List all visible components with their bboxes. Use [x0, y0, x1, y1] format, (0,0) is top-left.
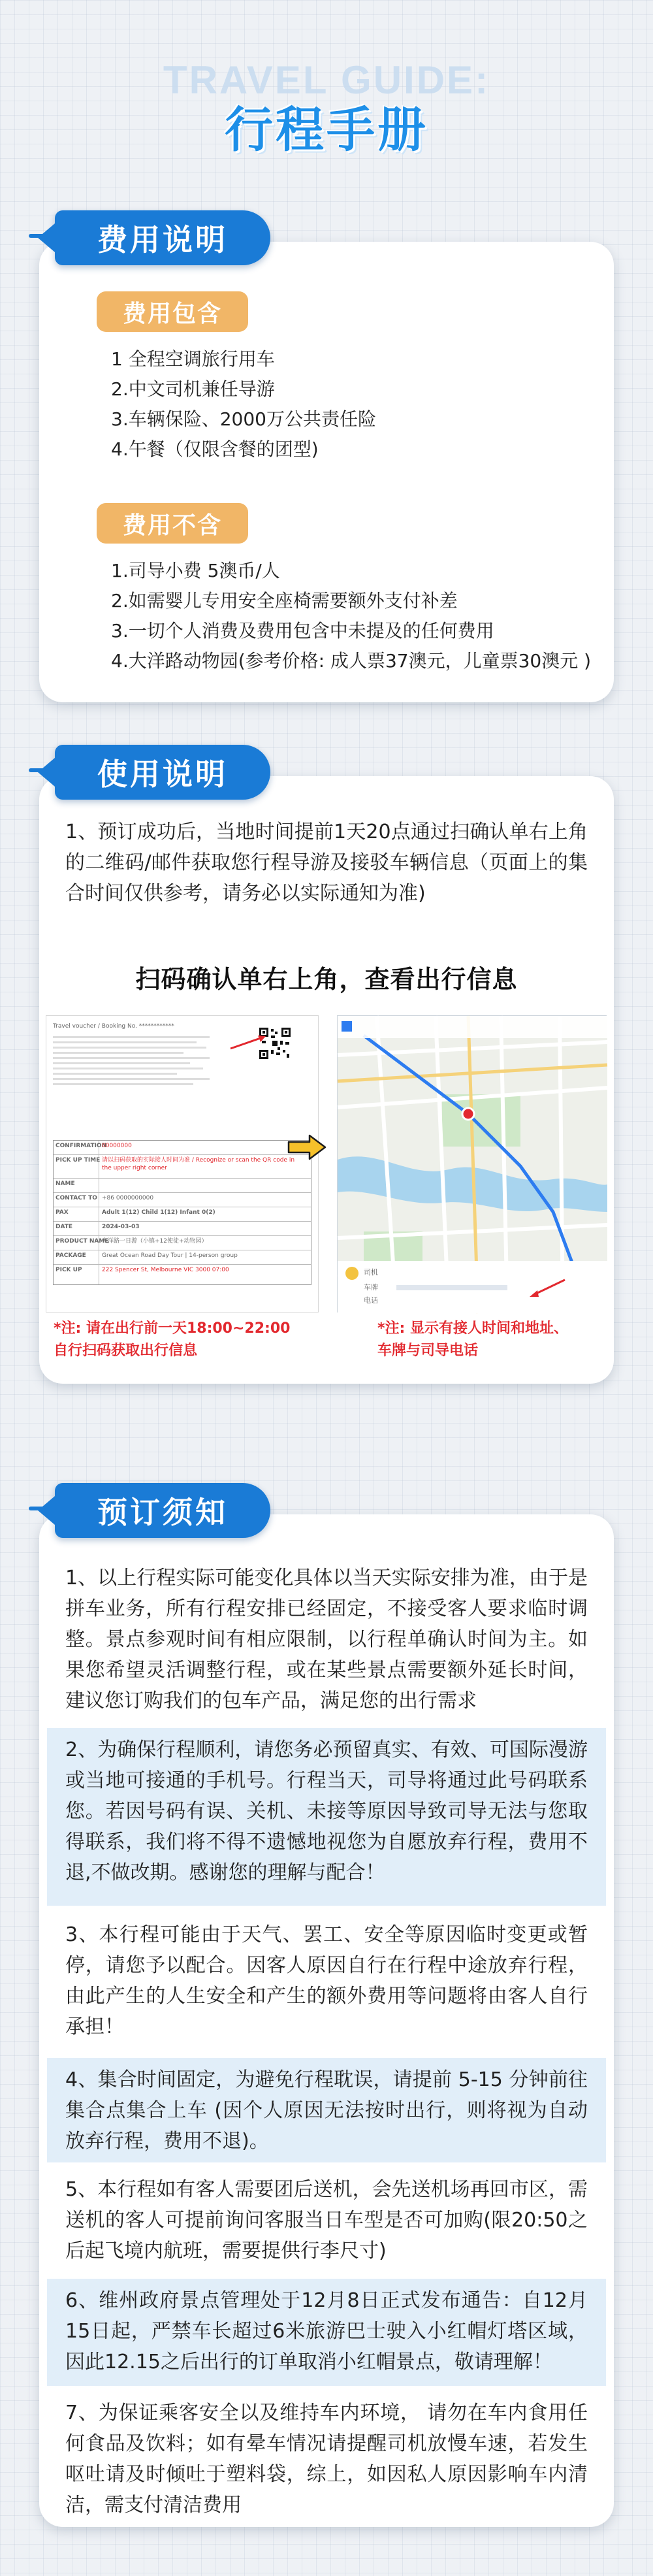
scan-instruction-heading: 扫码确认单右上角，查看出行信息 — [135, 965, 518, 994]
driver-info-map-image — [337, 1015, 607, 1312]
doc-field-label: CONFIRMATION — [54, 1141, 99, 1154]
doc-field-value: 请以扫码获取的实际接人时间为准 / Recognize or scan the QR code in the upper right corner — [102, 1157, 295, 1171]
list-item: 3.一切个人消费及费用包含中未提及的任何费用 — [111, 620, 494, 642]
list-item: 4.大洋路动物园(参考价格: 成人票37澳元，儿童票30澳元 ) — [111, 650, 592, 672]
tab-notch-decoration — [38, 223, 55, 252]
doc-field-label: PICK UP TIME — [54, 1155, 99, 1178]
list-item: 2.中文司机兼任导游 — [111, 378, 275, 400]
page-header — [0, 46, 653, 157]
notice-item-4 — [47, 2058, 606, 2162]
doc-field-label: NAME — [54, 1179, 99, 1192]
travel-guide-watermark: TRAVEL GUIDE: — [163, 58, 490, 102]
tab-notch-decoration — [38, 1496, 55, 1525]
notice-item-1 — [47, 1556, 606, 1721]
fees-included-list — [111, 344, 627, 465]
red-pointer-arrow-icon — [528, 1277, 567, 1299]
fees-card — [39, 242, 614, 702]
list-item: 3.车辆保险、2000万公共责任险 — [111, 408, 376, 430]
notice-text: 1、以上行程实际可能变化具体以当天实际安排为准，由于是拼车业务，所有行程安排已经固定，不接受客人要求临时调整。景点参观时间有相应限制，以行程单确认时间为主。如果您希望灵活调整行程，或在某些景点需要额外延长时间，建议您订购我们的包车产品，满足您的出行需求 — [65, 1567, 588, 1712]
list-item: 2.如需婴儿专用安全座椅需要额外支付补差 — [111, 590, 458, 611]
fees-included-badge: 费用包含 — [97, 291, 248, 332]
map-plate-label: 车牌 — [364, 1283, 378, 1292]
notice-text: 4、集合时间固定，为避免行程耽误，请提前 5-15 分钟前往集合点集合上车 (因个人原因无法按时出行，则将视为自动放弃行程，费用不退)。 — [65, 2068, 588, 2153]
doc-field-label: PAX — [54, 1207, 99, 1221]
doc-table — [53, 1140, 311, 1285]
fees-excluded-badge: 费用不含 — [97, 503, 248, 544]
doc-field-label: PACKAGE — [54, 1250, 99, 1264]
map-phone-bar — [396, 1285, 507, 1290]
map-phone-label: 电话 — [364, 1296, 378, 1305]
arrow-right-icon — [287, 1134, 326, 1160]
note-line: 车牌与司导电话 — [377, 1343, 479, 1359]
notice-text: 5、本行程如有客人需要团后送机，会先送机场再回市区，需送机的客人可提前询问客服当日车型是否可加购(限20:50之后起飞境内航班，需要提供行李尺寸) — [65, 2178, 588, 2262]
doc-field-value: Adult 1(12) Child 1(12) Infant 0(2) — [102, 1209, 215, 1216]
notice-item-5 — [47, 2168, 606, 2272]
map-note — [377, 1318, 599, 1362]
doc-field-label: DATE — [54, 1222, 99, 1235]
doc-field-label: CONTACT TO — [54, 1193, 99, 1207]
note-line: *注: 显示有接人时间和地址、 — [377, 1320, 568, 1337]
doc-field-value: Great Ocean Road Day Tour | 14-person group — [102, 1252, 238, 1259]
notice-text: 3、本行程可能由于天气、罢工、安全等原因临时变更或暂停，请您予以配合。因客人原因自行在行程中途放弃行程，由此产生的人生安全和产生的额外费用等问题将由客人自行承担！ — [65, 1923, 588, 2038]
page-title: 行程手册 — [225, 102, 428, 158]
notice-item-7 — [47, 2391, 606, 2522]
list-item: 1 全程空调旅行用车 — [111, 348, 275, 370]
fees-section-tab — [55, 210, 270, 265]
notice-text: 2、为确保行程顺利，请您务必预留真实、有效、可国际漫游或当地可接通的手机号。行程当天，司导将通过此号码联系您。若因号码有误、关机、未接等原因导致司导无法与您取得联系，我们将不得不遗憾地视您为自愿放弃行程，费用不退,不做改期。感谢您的理解与配合！ — [65, 1738, 588, 1884]
list-item: 4.午餐（仅限含餐的团型) — [111, 438, 319, 460]
confirmation-note — [54, 1318, 328, 1362]
fees-excluded-list — [111, 556, 627, 676]
notice-text: 7、为保证乘客安全以及维持车内环境， 请勿在车内食用任何食品及饮料；如有晕车情况请提醒司机放慢车速，若发生呕吐请及时倾吐于塑料袋，综上，如因私人原因影响车内清洁，需支付清洁费用 — [65, 2402, 588, 2517]
usage-section-title: 使用说明 — [97, 757, 228, 792]
tab-notch-decoration — [38, 758, 55, 787]
fees-section-title: 费用说明 — [97, 222, 228, 257]
confirmation-sheet-image — [46, 1015, 319, 1312]
usage-instruction-text: 1、预订成功后，当地时间提前1天20点通过扫确认单右上角的二维码/邮件获取您行程导游及接驳车辆信息（页面上的集合时间仅供参考，请务必以实际通知为准) — [65, 821, 588, 905]
notice-item-6 — [47, 2279, 606, 2386]
doc-field-label: PRODUCT NAME — [54, 1236, 99, 1250]
note-line: *注: 请在出行前一天18:00~22:00 — [54, 1320, 291, 1337]
red-pointer-arrow-icon — [229, 1034, 268, 1051]
note-line: 自行扫码获取出行信息 — [54, 1343, 198, 1359]
notice-section-title: 预订须知 — [97, 1495, 228, 1530]
usage-section-tab — [55, 745, 270, 800]
doc-field-value: 2024-03-03 — [102, 1224, 140, 1230]
doc-field-value — [99, 1179, 104, 1192]
doc-field-value: +86 0000000000 — [102, 1195, 154, 1201]
notice-section-tab — [55, 1483, 270, 1538]
notice-item-3 — [47, 1913, 606, 2053]
doc-field-label: PICK UP — [54, 1265, 99, 1284]
map-driver-label: 司机 — [364, 1268, 378, 1277]
notice-item-2 — [47, 1728, 606, 1906]
notice-text: 6、维州政府景点管理处于12月8日正式发布通告：自12月15日起，严禁车长超过6米旅游巴士驶入小红帽灯塔区域，因此12.15之后出行的订单取消小红帽景点，敬请理解！ — [65, 2289, 588, 2373]
doc-header-lines: Travel voucher / Booking No. ************ — [53, 1022, 216, 1088]
list-item: 1.司导小费 5澳币/人 — [111, 560, 280, 581]
doc-field-value: 00000000 — [102, 1143, 132, 1149]
doc-field-value: 222 Spencer St, Melbourne VIC 3000 07:00 — [102, 1267, 229, 1273]
doc-field-value: 大洋路一日游（小镇+12使徒+动物园） — [102, 1238, 208, 1245]
